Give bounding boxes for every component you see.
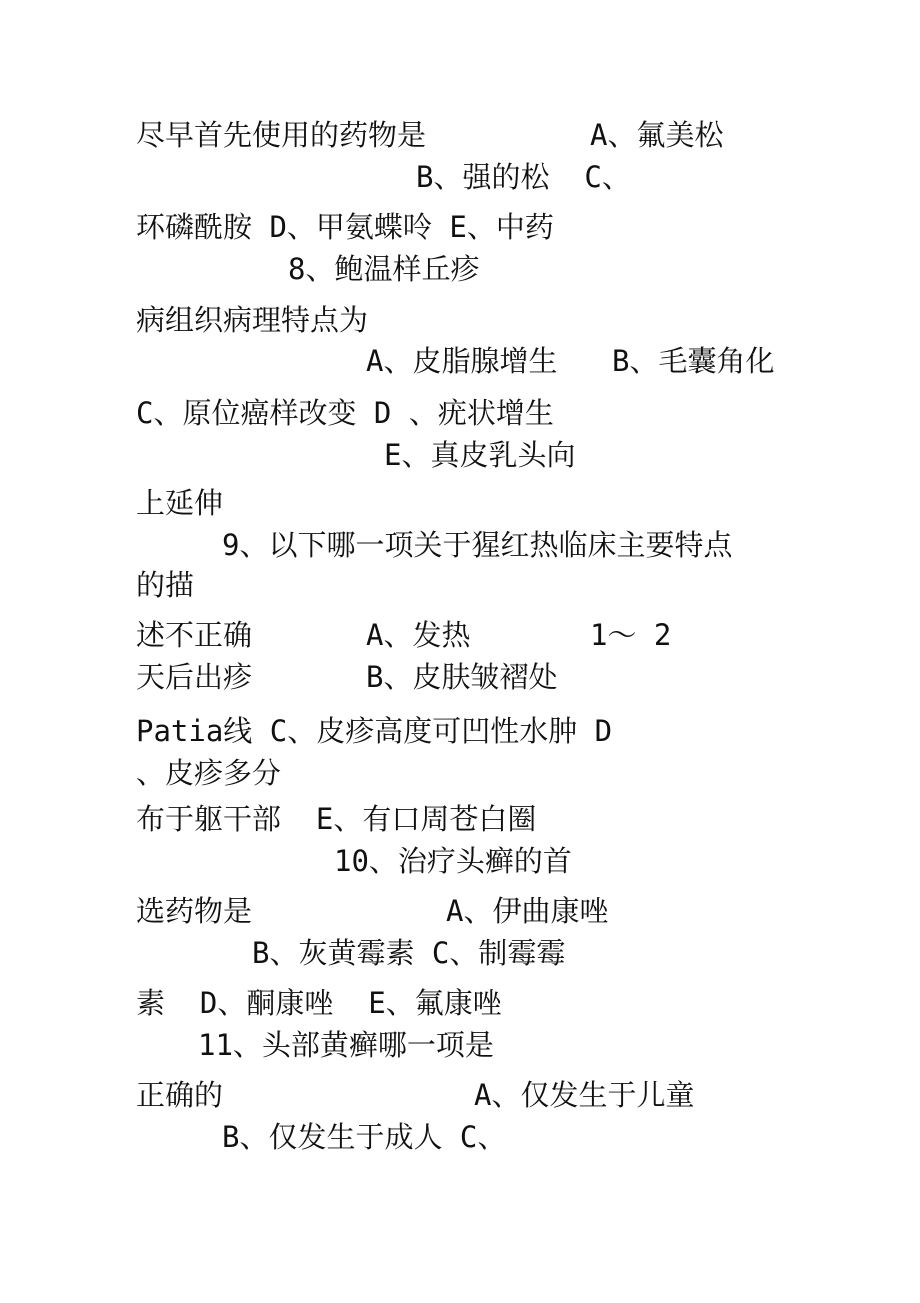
- text-line: 、皮疹多分: [136, 756, 282, 790]
- text-line: 上延伸: [136, 486, 224, 520]
- text-line: 8、鲍温样丘疹: [288, 252, 480, 286]
- text-line: 10、治疗头癣的首: [334, 844, 572, 878]
- text-line: 述不正确: [136, 618, 253, 652]
- text-line: 的描: [136, 568, 195, 602]
- text-line: 1～ 2: [590, 618, 672, 652]
- text-line: 素 D、酮康唑 E、氟康唑: [136, 986, 502, 1020]
- text-line: 尽早首先使用的药物是: [136, 118, 427, 152]
- text-line: 9、以下哪一项关于猩红热临床主要特点: [222, 528, 733, 562]
- text-line: 病组织病理特点为: [136, 303, 369, 337]
- text-line: B、皮肤皱褶处: [366, 660, 558, 694]
- text-line: C、原位癌样改变 D 、疣状增生: [136, 396, 554, 430]
- text-line: 环磷酰胺 D、甲氨蝶呤 E、中药: [136, 210, 554, 244]
- text-line: A、仅发生于儿童: [474, 1078, 695, 1112]
- text-line: A、发热: [366, 618, 471, 652]
- text-line: 布于躯干部 E、有口周苍白圈: [136, 802, 537, 836]
- text-line: 天后出疹: [136, 660, 253, 694]
- text-line: 正确的: [136, 1078, 224, 1112]
- text-line: B、仅发生于成人 C、: [222, 1120, 507, 1154]
- text-line: E、真皮乳头向: [384, 438, 576, 472]
- text-line: A、氟美松: [590, 118, 724, 152]
- text-line: B、灰黄霉素 C、制霉霉: [252, 936, 566, 970]
- text-line: B、毛囊角化: [612, 344, 775, 378]
- text-line: 11、头部黄癣哪一项是: [198, 1028, 494, 1062]
- text-line: 选药物是: [136, 894, 253, 928]
- text-line: Patia线 C、皮疹高度可凹性水肿 D: [136, 714, 613, 748]
- text-line: A、伊曲康唑: [446, 894, 609, 928]
- text-line: B、强的松 C、: [416, 160, 631, 194]
- text-line: A、皮脂腺增生: [366, 344, 558, 378]
